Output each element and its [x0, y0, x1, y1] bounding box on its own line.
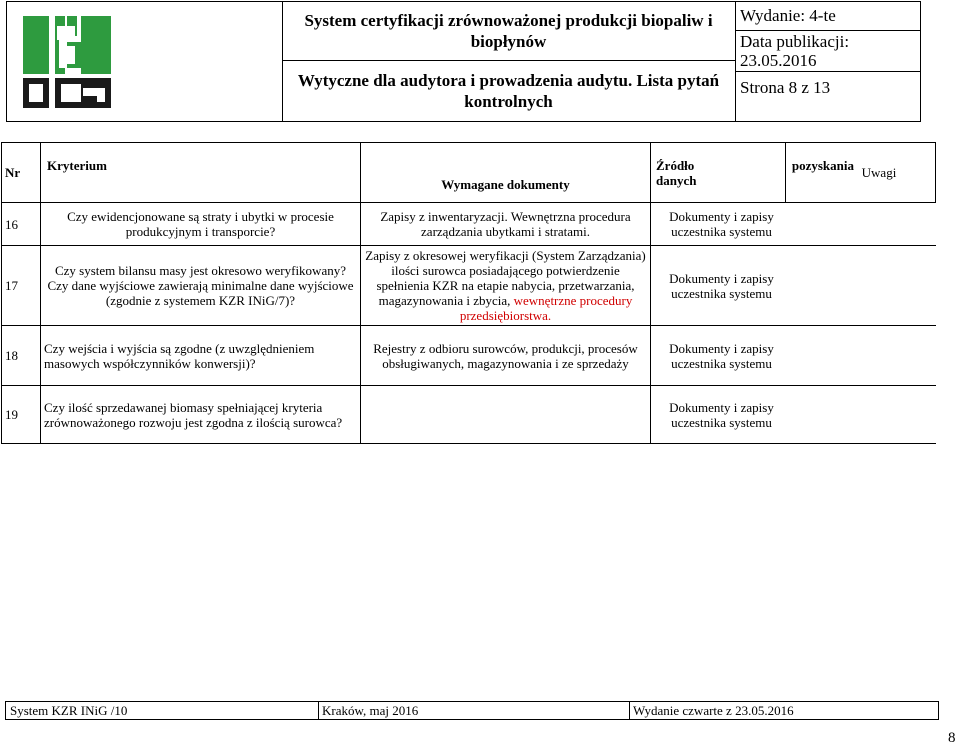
footer-edition: Wydanie czwarte z 23.05.2016 [633, 703, 794, 718]
header-zrodlo [651, 143, 854, 203]
table-header-row [2, 143, 936, 203]
header-dokumenty: Wymagane dokumenty [361, 143, 651, 203]
row-zrodlo-text: Dokumenty i zapisy uczestnika systemu [669, 340, 774, 371]
row-zrodlo-text: Dokumenty i zapisy uczestnika systemu [669, 399, 774, 430]
row-dokumenty [361, 386, 651, 444]
footer-divider [629, 702, 630, 719]
header-uwagi: Uwagi [786, 143, 936, 203]
row-zrodlo-text: Dokumenty i zapisy uczestnika systemu [669, 209, 774, 239]
footer-divider [318, 702, 319, 719]
document-title: System certyfikacji zrównoważonej produkcji biopaliw i biopłynów [282, 2, 735, 61]
row-nr: 16 [2, 203, 41, 246]
meta-cell [735, 2, 920, 121]
publication-date: 23.05.2016 [740, 51, 817, 70]
publication-date-block [735, 31, 920, 72]
row-dokumenty [361, 246, 651, 326]
logo-cell [7, 2, 283, 121]
table-row [2, 386, 936, 444]
document-header [6, 1, 921, 122]
edition-label: Wydanie: 4-te [735, 2, 920, 31]
row-kryterium: Czy ilość sprzedawanej biomasy spełniającej kryteria zrównoważonego rozwoju jest zgodna z ilością surowca? [41, 386, 361, 444]
row-dokumenty-text: Zapisy z okresowej weryfikacji (System Zarządzania) ilości surowca posiadającego potwierdzenie spełnienia KZR na etapie nabycia, przetwarzania, magazynowania i zbycia, [365, 248, 646, 308]
row-dokumenty [361, 203, 651, 246]
table-row [2, 203, 936, 246]
row-dokumenty [361, 326, 651, 386]
row-kryterium: Czy wejścia i wyjścia są zgodne (z uwzględnieniem masowych współczynników konwersji)? [41, 326, 361, 386]
row-kryterium: Czy ewidencjonowane są straty i ubytki w procesie produkcyjnym i transporcie? [41, 203, 361, 246]
row-nr: 18 [2, 326, 41, 386]
table-row [2, 326, 936, 386]
header-zrodlo-b: pozyskania [791, 157, 854, 173]
publication-label: Data publikacji: [740, 32, 850, 51]
title-cell [282, 2, 736, 121]
row-zrodlo [651, 246, 936, 326]
document-footer [5, 701, 939, 720]
footer-place: Kraków, maj 2016 [322, 703, 419, 718]
row-zrodlo [651, 203, 936, 246]
row-dokumenty-highlight: wewnętrzne procedury przedsiębiorstwa. [459, 293, 633, 323]
row-zrodlo [651, 326, 936, 386]
header-nr: Nr [2, 143, 41, 203]
table-row [2, 246, 936, 326]
inig-logo [23, 16, 113, 108]
row-zrodlo [651, 386, 936, 444]
header-kryterium [41, 143, 361, 203]
page-number: 8 [948, 730, 956, 746]
document-subtitle: Wytyczne dla audytora i prowadzenia audytu. Lista pytań kontrolnych [297, 71, 720, 111]
header-zrodlo-c: danych [656, 172, 697, 188]
row-dokumenty-text: Zapisy z inwentaryzacji. Wewnętrzna procedura zarządzania ubytkami i stratami. [380, 209, 631, 239]
row-nr: 17 [2, 246, 41, 326]
header-kryterium-label: Kryterium [47, 158, 107, 173]
footer-system: System KZR INiG /10 [10, 703, 128, 718]
row-dokumenty-text: Rejestry z odbioru surowców, produkcji, procesów obsługiwanych, magazynowania i ze sprzedaży [373, 340, 638, 371]
row-zrodlo-text: Dokumenty i zapisy uczestnika systemu [669, 270, 774, 301]
page-indicator: Strona 8 z 13 [740, 78, 831, 97]
checklist-table [1, 142, 936, 444]
row-nr: 19 [2, 386, 41, 444]
header-zrodlo-a: Źródło [656, 157, 695, 173]
row-kryterium: Czy system bilansu masy jest okresowo weryfikowany? Czy dane wyjściowe zawierają minimalne dane wyjściowe (zgodnie z systemem KZR INiG/7)? [41, 246, 361, 326]
